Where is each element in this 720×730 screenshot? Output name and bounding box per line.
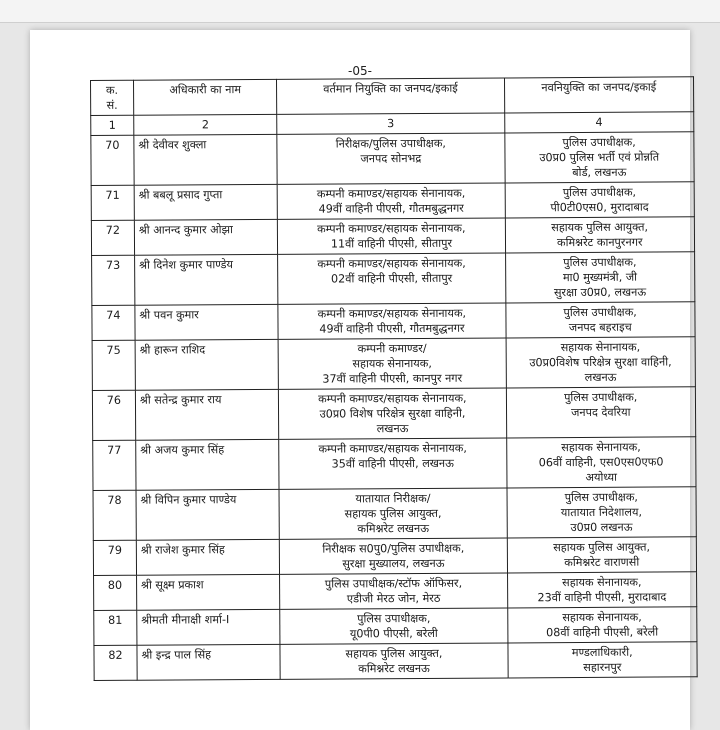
header-new-posting: नवनियुक्ति का जनपद/इकाई xyxy=(504,77,694,113)
table-row xyxy=(94,607,697,646)
new-posting-cell: सहायक सेनानायक, उ0प्र0विशेष परिक्षेत्र सुरक्षा वाहिनी, लखनऊ xyxy=(506,337,696,388)
new-posting-cell: मण्डलाधिकारी, सहारनपुर xyxy=(507,642,697,678)
serial-number-cell: 70 xyxy=(91,135,134,185)
table-row xyxy=(92,387,695,441)
current-posting-cell: कम्पनी कमाण्डर/सहायक सेनानायक, 11वीं वाहिनी पीएसी, सीतापुर xyxy=(278,218,505,254)
current-posting-cell: पुलिस उपाधीक्षक, यू0पी0 पीएसी, बरेली xyxy=(280,608,507,644)
current-posting-cell: कम्पनी कमाण्डर/सहायक सेनानायक, 49वीं वाहिनी पीएसी, गौतमबुद्धनगर xyxy=(278,303,505,339)
current-posting-cell: कम्पनी कमाण्डर/सहायक सेनानायक, 49वीं वाहिनी पीएसी, गौतमबुद्धनगर xyxy=(277,183,504,219)
new-posting-cell: पुलिस उपाधीक्षक, जनपद बहराइच xyxy=(505,302,695,338)
new-posting-cell: पुलिस उपाधीक्षक, पी0टी0एस0, मुरादाबाद xyxy=(505,182,695,218)
table-row xyxy=(91,217,694,256)
new-posting-cell: पुलिस उपाधीक्षक, उ0प्र0 पुलिस भर्ती एवं प्रोन्नति बोर्ड, लखनऊ xyxy=(504,132,694,183)
serial-number-cell: 71 xyxy=(91,185,134,220)
current-posting-cell: निरीक्षक/पुलिस उपाधीक्षक, जनपद सोनभद्र xyxy=(277,133,504,184)
new-posting-cell: पुलिस उपाधीक्षक, यातायात निदेशालय, उ0प्र0 लखनऊ xyxy=(507,487,697,538)
officer-name-cell: श्री अजय कुमार सिंह xyxy=(136,439,280,490)
officer-name-cell: श्री पवन कुमार xyxy=(135,304,279,340)
table-row xyxy=(94,572,697,611)
officer-name-cell: श्री विपिन कुमार पाण्डेय xyxy=(136,489,280,540)
serial-number-cell: 77 xyxy=(93,440,136,490)
current-posting-cell: कम्पनी कमाण्डर/सहायक सेनानायक, 35वीं वाहिनी पीएसी, लखनऊ xyxy=(279,438,506,489)
current-posting-cell: कम्पनी कमाण्डर/सहायक सेनानायक, 02वीं वाहिनी पीएसी, सीतापुर xyxy=(278,253,505,304)
officer-name-cell: श्री दिनेश कुमार पाण्डेय xyxy=(134,254,278,305)
column-number: 4 xyxy=(504,112,694,133)
serial-number-cell: 76 xyxy=(92,390,135,440)
serial-number-cell: 82 xyxy=(94,645,137,680)
serial-number-cell: 73 xyxy=(92,255,135,305)
column-number: 2 xyxy=(134,114,278,135)
current-posting-cell: यातायात निरीक्षक/ सहायक पुलिस आयुक्त, कमिश्नरेट लखनऊ xyxy=(279,488,506,539)
table-row xyxy=(91,132,694,186)
table-body xyxy=(91,132,697,681)
table-row xyxy=(92,302,695,341)
table-row xyxy=(93,537,696,576)
current-posting-cell: सहायक पुलिस आयुक्त, कमिश्नरेट लखनऊ xyxy=(280,643,507,679)
new-posting-cell: सहायक सेनानायक, 23वीं वाहिनी पीएसी, मुरादाबाद xyxy=(507,572,697,608)
officer-name-cell: श्री बबलू प्रसाद गुप्ता xyxy=(134,184,278,220)
officer-name-cell: श्री आनन्द कुमार ओझा xyxy=(134,219,278,255)
officer-name-cell: श्री सूक्ष्म प्रकाश xyxy=(136,574,280,610)
new-posting-cell: सहायक पुलिस आयुक्त, कमिश्नरेट वाराणसी xyxy=(507,537,697,573)
header-sn: क. सं. xyxy=(91,80,134,115)
current-posting-cell: कम्पनी कमाण्डर/ सहायक सेनानायक, 37वीं वाहिनी पीएसी, कानपुर नगर xyxy=(278,338,505,389)
transfer-table xyxy=(90,76,698,681)
header-current-posting: वर्तमान नियुक्ति का जनपद/इकाई xyxy=(277,78,504,114)
new-posting-cell: पुलिस उपाधीक्षक, मा0 मुख्यमंत्री, जी सुरक्षा उ0प्र0, लखनऊ xyxy=(505,252,695,303)
serial-number-cell: 75 xyxy=(92,340,135,390)
current-posting-cell: निरीक्षक स0पु0/पुलिस उपाधीक्षक, सुरक्षा मुख्यालय, लखनऊ xyxy=(280,538,507,574)
table-row xyxy=(94,642,697,681)
table-row xyxy=(92,252,695,306)
serial-number-cell: 79 xyxy=(93,540,136,575)
table-row xyxy=(91,182,694,221)
new-posting-cell: पुलिस उपाधीक्षक, जनपद देवरिया xyxy=(506,387,696,438)
document-page xyxy=(30,30,690,730)
new-posting-cell: सहायक सेनानायक, 06वीं वाहिनी, एस0एस0एफ0 अयोध्या xyxy=(506,437,696,488)
new-posting-cell: सहायक सेनानायक, 08वीं वाहिनी पीएसी, बरेली xyxy=(507,607,697,643)
current-posting-cell: पुलिस उपाधीक्षक/स्टॉफ ऑफिसर, एडीजी मेरठ जोन, मेरठ xyxy=(280,573,507,609)
column-number: 1 xyxy=(91,115,134,135)
serial-number-cell: 78 xyxy=(93,490,136,540)
officer-name-cell: श्री इन्द्र पाल सिंह xyxy=(137,644,281,680)
serial-number-cell: 80 xyxy=(94,575,137,610)
officer-name-cell: श्री राजेश कुमार सिंह xyxy=(136,539,280,575)
header-name: अधिकारी का नाम xyxy=(133,79,277,115)
column-number: 3 xyxy=(277,113,504,134)
officer-name-cell: श्री सतेन्द्र कुमार राय xyxy=(135,389,279,440)
table-row xyxy=(93,437,696,491)
officer-name-cell: श्री हारून राशिद xyxy=(135,339,279,390)
officer-name-cell: श्रीमती मीनाक्षी शर्मा-I xyxy=(137,609,281,645)
table-row xyxy=(92,337,695,391)
page-number: -05- xyxy=(348,64,372,78)
serial-number-cell: 72 xyxy=(91,220,134,255)
header-row xyxy=(91,77,694,116)
officer-name-cell: श्री देवीवर शुक्ला xyxy=(134,134,278,185)
serial-number-cell: 74 xyxy=(92,305,135,340)
current-posting-cell: कम्पनी कमाण्डर/सहायक सेनानायक, उ0प्र0 विशेष परिक्षेत्र सुरक्षा वाहिनी, लखनऊ xyxy=(279,388,506,439)
serial-number-cell: 81 xyxy=(94,610,137,645)
browser-top-bar xyxy=(0,0,720,23)
new-posting-cell: सहायक पुलिस आयुक्त, कमिश्नरेट कानपुरनगर xyxy=(505,217,695,253)
table-row xyxy=(93,487,696,541)
